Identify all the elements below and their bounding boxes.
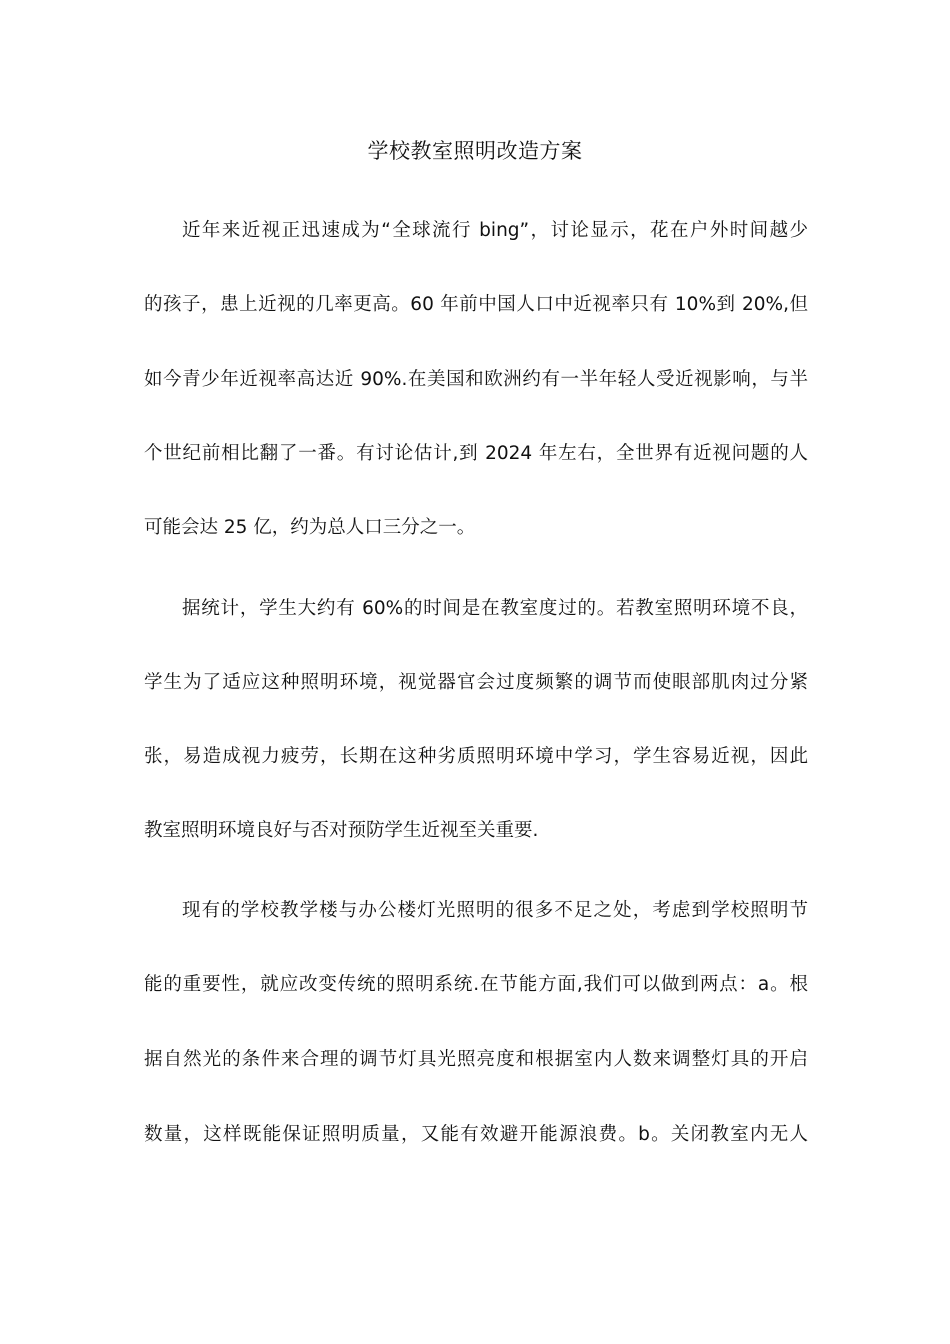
paragraph-1-line-3: 如今青少年近视率高达近 90%.在美国和欧洲约有一半年轻人受近视影响，与半 bbox=[144, 369, 808, 390]
paragraph-1-line-2: 的孩子，患上近视的几率更高。60 年前中国人口中近视率只有 10%到 20%,但 bbox=[144, 294, 808, 315]
paragraph-3-line-3: 据自然光的条件来合理的调节灯具光照亮度和根据室内人数来调整灯具的开启 bbox=[144, 1049, 808, 1070]
paragraph-2-line-3: 张，易造成视力疲劳，长期在这种劣质照明环境中学习，学生容易近视，因此 bbox=[144, 746, 808, 767]
paragraph-3-line-4: 数量，这样既能保证照明质量，又能有效避开能源浪费。b。关闭教室内无人 bbox=[144, 1124, 808, 1145]
paragraph-1-line-1: 近年来近视正迅速成为“全球流行 bing”，讨论显示，花在户外时间越少 bbox=[182, 220, 808, 241]
paragraph-3-line-1: 现有的学校教学楼与办公楼灯光照明的很多不足之处，考虑到学校照明节 bbox=[182, 900, 808, 921]
paragraph-2-line-2: 学生为了适应这种照明环境，视觉器官会过度频繁的调节而使眼部肌肉过分紧 bbox=[144, 672, 808, 693]
paragraph-1-line-4: 个世纪前相比翻了一番。有讨论估计,到 2024 年左右，全世界有近视问题的人 bbox=[144, 443, 808, 464]
paragraph-2-line-1: 据统计，学生大约有 60%的时间是在教室度过的。若教室照明环境不良， bbox=[182, 598, 808, 619]
paragraph-1-line-5: 可能会达 25 亿，约为总人口三分之一。 bbox=[144, 517, 476, 538]
paragraph-2-line-4: 教室照明环境良好与否对预防学生近视至关重要. bbox=[144, 820, 539, 841]
document-title: 学校教室照明改造方案 bbox=[367, 139, 583, 163]
paragraph-3-line-2: 能的重要性，就应改变传统的照明系统.在节能方面,我们可以做到两点：a。根 bbox=[144, 974, 808, 995]
